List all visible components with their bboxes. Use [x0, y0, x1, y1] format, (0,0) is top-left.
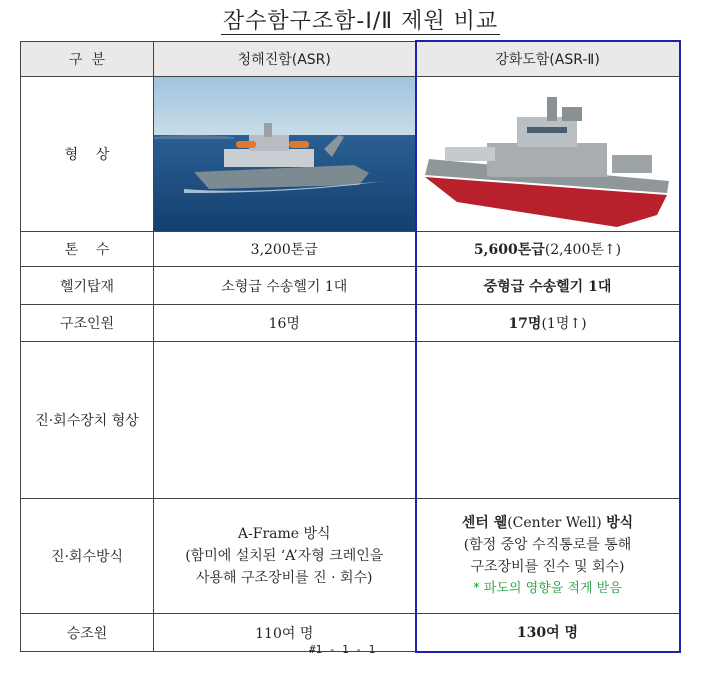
- asr2-method-line2: (함정 중앙 수직통로를 통해: [463, 537, 632, 553]
- asr-ship-photo: [154, 77, 416, 232]
- asr2-tonnage-delta: (2,400톤↑): [544, 242, 622, 258]
- asr2-method-bold2: 방식: [606, 515, 634, 531]
- asr2-method-bold1: 센터 웰: [461, 515, 508, 531]
- ship-photo-icon: [154, 77, 415, 231]
- asr-method-line3: 사용해 구조장비를 진 · 회수): [196, 570, 373, 586]
- header-asr: 청해진함(ASR): [154, 41, 416, 77]
- row-heli: [21, 267, 680, 305]
- asr2-tonnage: [416, 232, 680, 267]
- asr2-tonnage-main: 5,600톤급: [473, 242, 545, 258]
- label-crew: 승조원: [21, 614, 154, 652]
- row-crew: [21, 614, 680, 652]
- ship-render-icon: [417, 77, 679, 231]
- title-text: 잠수함구조함-Ⅰ/Ⅱ 제원 비교: [222, 9, 499, 34]
- row-shape: [21, 77, 680, 232]
- label-method: 진·회수방식: [21, 499, 154, 614]
- asr2-rescue: [416, 305, 680, 342]
- header-asr2: 강화도함(ASR-Ⅱ): [416, 41, 680, 77]
- label-shape: 형 상: [21, 77, 154, 232]
- asr2-method-line3: 구조장비를 진수 및 회수): [470, 559, 625, 575]
- asr2-method-note: * 파도의 영향을 적게 받음: [473, 581, 622, 596]
- asr-method-line1: A-Frame 방식: [237, 526, 331, 542]
- asr-crew-wrap: [154, 623, 415, 656]
- row-rescue: [21, 305, 680, 342]
- page-title: [0, 4, 721, 35]
- asr2-rescue-main: 17명: [508, 316, 542, 332]
- label-heli: 헬기탑재: [21, 267, 154, 305]
- asr2-rescue-delta: (1명↑): [541, 316, 587, 332]
- spec-comparison-table: [20, 40, 681, 656]
- label-tonnage: 톤 수: [21, 232, 154, 267]
- page-stamp: #1 - 1 - 1: [309, 642, 376, 656]
- asr-tonnage: 3,200톤급: [154, 232, 416, 267]
- asr2-crew: 130여 명: [416, 614, 680, 652]
- asr-method: [154, 499, 416, 614]
- header-category: 구 분: [21, 41, 154, 77]
- row-tonnage: [21, 232, 680, 267]
- asr2-method-mid: (Center Well): [507, 515, 602, 531]
- asr-heli: 소형급 수송헬기 1대: [154, 267, 416, 305]
- asr-crew: [154, 614, 416, 656]
- asr2-ship-render: [416, 77, 680, 232]
- label-rescue: 구조인원: [21, 305, 154, 342]
- header-row: [21, 41, 680, 77]
- asr2-method: [416, 499, 680, 614]
- asr2-device-shape: [416, 342, 680, 499]
- row-device-shape: [21, 342, 680, 499]
- asr-device-shape: [154, 342, 416, 499]
- asr2-heli: 중형급 수송헬기 1대: [416, 267, 680, 305]
- label-device-shape: 진·회수장치 형상: [21, 342, 154, 499]
- asr-crew-value: 110여 명: [255, 625, 314, 642]
- asr2-method-line1: [417, 512, 679, 534]
- asr-method-line2: (함미에 설치된 ‘A’자형 크레인을: [185, 548, 384, 564]
- asr-rescue: 16명: [154, 305, 416, 342]
- row-method: [21, 499, 680, 614]
